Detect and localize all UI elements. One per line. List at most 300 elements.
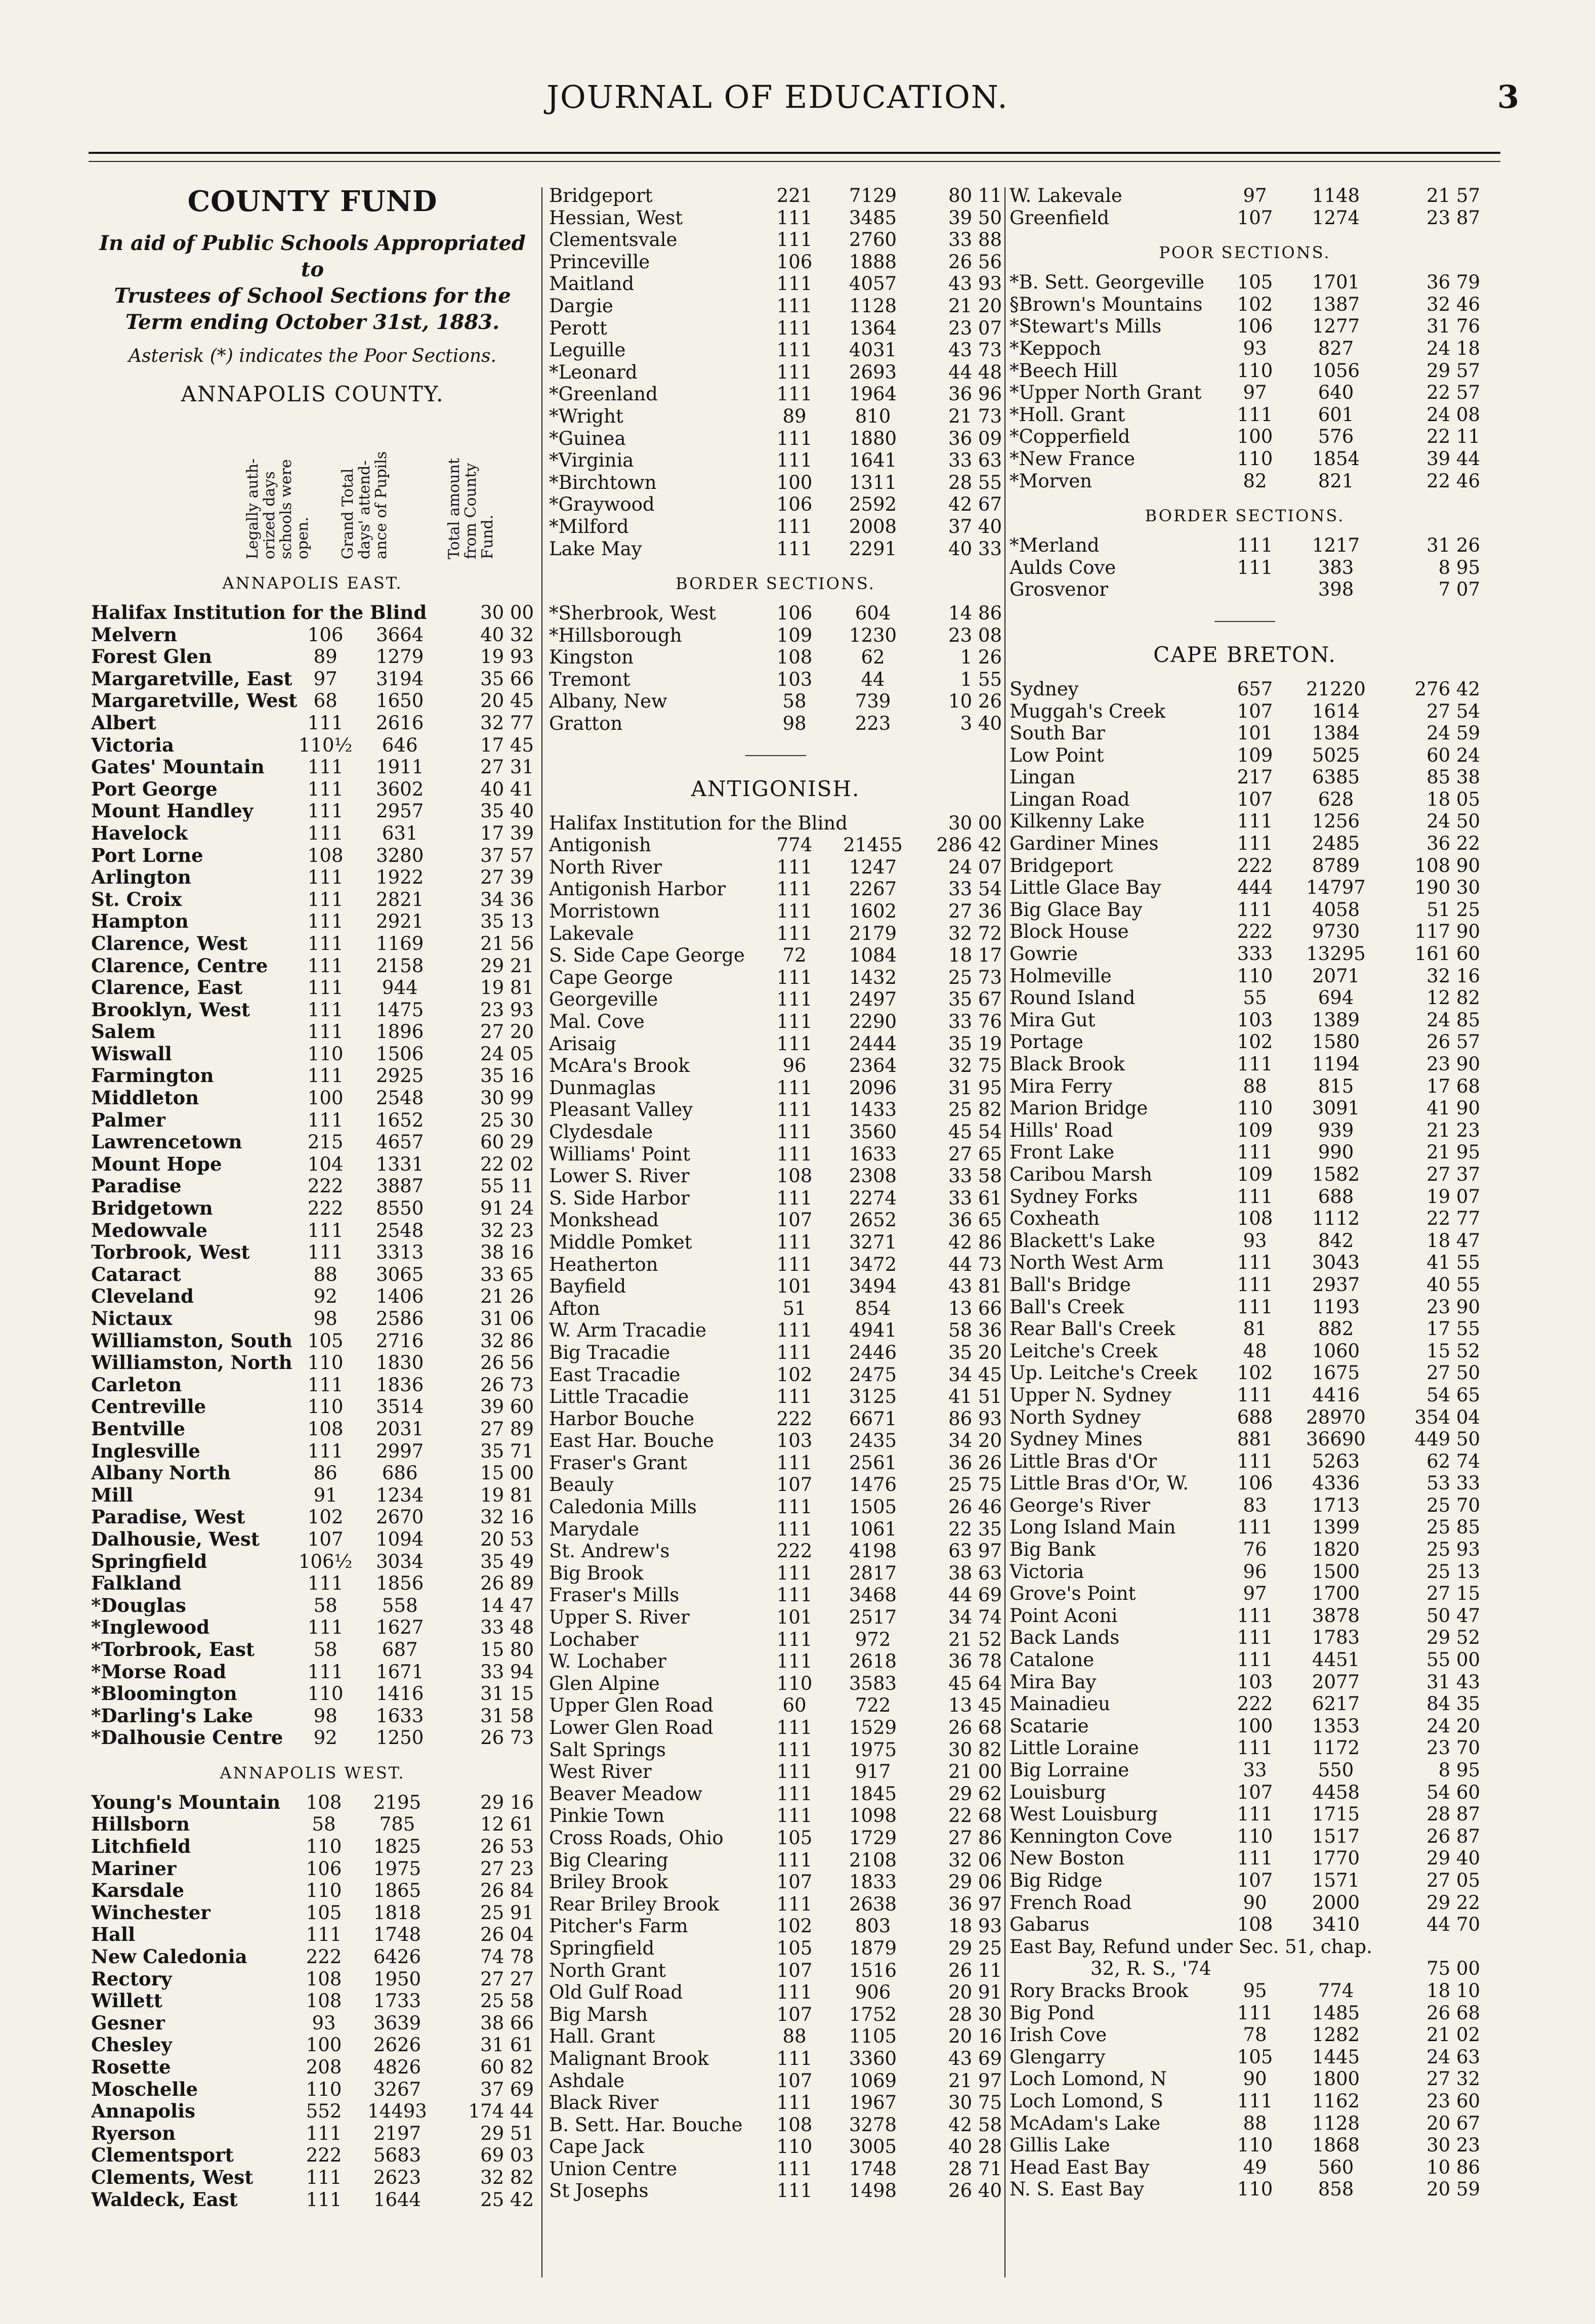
attendance: 4058 [1312, 898, 1360, 921]
days-open: 111 [776, 1650, 813, 1673]
section-name: *Copperfield [1010, 426, 1130, 448]
attendance: 1650 [376, 690, 424, 712]
days-open: 51 [782, 1297, 807, 1319]
section-name: *Morse Road [91, 1661, 227, 1683]
section-name: Rear Ball's Creek [1010, 1318, 1176, 1340]
section-name: Sydney Mines [1010, 1428, 1143, 1450]
fund-amount: 27 54 [1426, 700, 1480, 722]
attendance: 5025 [1312, 744, 1360, 766]
days-open: 111 [306, 2166, 342, 2188]
attendance: 6385 [1312, 766, 1360, 788]
fund-amount: 14 86 [948, 602, 1002, 625]
refund-line [1010, 1958, 1480, 1980]
days-open: 111 [776, 295, 813, 317]
attendance: 1633 [376, 1705, 424, 1727]
fund-amount: 24 07 [948, 856, 1002, 878]
section-name: Head East Bay [1010, 2156, 1150, 2178]
table-row [549, 2092, 1002, 2114]
fund-amount: 80 11 [948, 185, 1002, 206]
table-row [91, 2144, 534, 2167]
section-name: Scatarie [1010, 1715, 1089, 1737]
section-name: *Leonard [549, 361, 638, 383]
fund-amount: 29 51 [480, 2122, 534, 2144]
attendance: 2195 [373, 1791, 422, 1813]
fund-subtitle [91, 230, 534, 336]
fund-amount: 20 53 [480, 1528, 534, 1550]
fund-amount: 23 08 [948, 624, 1002, 646]
fund-amount: 36 79 [1426, 271, 1480, 294]
section-name: Morristown [549, 900, 660, 923]
days-open: 98 [782, 713, 807, 735]
attendance: 1069 [849, 2069, 897, 2092]
table-row [549, 295, 1002, 317]
fund-amount: 23 93 [480, 999, 534, 1021]
section-name: Kingston [549, 646, 634, 669]
section-name: Antigonish Harbor [549, 878, 726, 900]
days-open: 222 [1237, 854, 1273, 877]
table-row [549, 690, 1002, 713]
fund-amount: 276 42 [1414, 678, 1480, 700]
section-name: Moschelle [91, 2078, 198, 2100]
section-name: Port Lorne [91, 844, 203, 866]
table-row [1010, 1561, 1480, 1583]
section-name: Albany, New [549, 690, 667, 713]
attendance: 8550 [376, 1197, 424, 1220]
attendance: 1128 [1312, 2112, 1360, 2134]
table-row [1010, 426, 1480, 448]
attendance: 6217 [1312, 1693, 1360, 1715]
table-row [1010, 855, 1480, 877]
fund-amount: 38 66 [480, 2012, 534, 2034]
attendance: 2108 [849, 1849, 897, 1871]
table-row [549, 1694, 1002, 1717]
days-open: 111 [1237, 1296, 1273, 1318]
attendance: 1384 [1312, 722, 1360, 744]
days-open: 58 [313, 1594, 338, 1616]
fund-amount: 17 55 [1426, 1318, 1480, 1340]
section-name: *Keppoch [1010, 337, 1102, 359]
table-row [91, 1528, 534, 1551]
section-name: Upper Glen Road [549, 1694, 713, 1717]
section-name: *Virginia [549, 449, 634, 472]
fund-amount: 84 35 [1426, 1693, 1480, 1715]
attendance: 1505 [849, 1496, 897, 1518]
section-name: *Milford [549, 515, 629, 537]
table-row [91, 2189, 534, 2211]
fund-amount: 36 97 [948, 1893, 1002, 1915]
fund-amount: 34 36 [480, 888, 534, 910]
fund-amount: 42 58 [948, 2113, 1002, 2136]
section-name: Little Bras d'Or, W. [1010, 1472, 1189, 1495]
table-row [549, 1915, 1002, 1937]
days-open: 82 [1243, 470, 1267, 492]
days-open: 108 [1237, 1208, 1273, 1230]
attendance: 842 [1318, 1229, 1354, 1252]
days-open: 111 [1237, 898, 1273, 921]
days-open: 111 [307, 999, 344, 1021]
attendance: 2274 [849, 1187, 897, 1209]
fund-amount: 33 76 [948, 1011, 1002, 1032]
section-name: North West Arm [1010, 1252, 1164, 1274]
days-open: 108 [1237, 1914, 1273, 1936]
attendance: 1854 [1312, 447, 1360, 470]
days-open: 110 [306, 1836, 342, 1858]
table-row [91, 1990, 534, 2012]
table-row [1010, 1914, 1480, 1936]
section-name: Dalhousie, West [91, 1528, 260, 1550]
days-open: 107 [776, 1871, 813, 1893]
days-open: 109 [776, 624, 813, 646]
days-open: 104 [307, 1153, 344, 1175]
section-name: Upper S. River [549, 1606, 690, 1629]
days-open: 105 [306, 1901, 342, 1924]
days-open: 72 [782, 944, 807, 967]
attendance: 1193 [1312, 1296, 1360, 1318]
fund-amount: 26 40 [948, 2180, 1002, 2202]
section-name: Winchester [91, 1901, 211, 1924]
table-row [1010, 921, 1480, 943]
section-name: Big Brook [549, 1562, 644, 1584]
table-row [549, 713, 1002, 735]
fund-amount: 22 35 [948, 1518, 1002, 1540]
table-row [549, 1298, 1002, 1320]
section-name: Hills' Road [1010, 1119, 1113, 1141]
fund-amount: 32 06 [948, 1849, 1002, 1871]
days-open: 106 [776, 493, 813, 516]
table-row [91, 2034, 534, 2056]
section-name: Brooklyn, West [91, 999, 250, 1021]
section-name: Louisburg [1010, 1781, 1106, 1803]
table-row [91, 1639, 534, 1661]
table-row [1010, 766, 1480, 788]
fund-amount: 33 94 [480, 1661, 534, 1683]
fund-amount: 21 97 [948, 2069, 1002, 2092]
table-row [549, 1254, 1002, 1276]
fund-amount: 33 63 [948, 449, 1002, 472]
table-row [549, 1231, 1002, 1254]
days-open: 111 [776, 2092, 813, 2114]
attendance: 858 [1318, 2178, 1354, 2201]
days-open: 58 [312, 1813, 336, 1836]
days-open: 100 [776, 471, 813, 493]
fund-amount: 50 47 [1426, 1604, 1480, 1627]
attendance: 3878 [1312, 1604, 1360, 1627]
attendance: 739 [855, 690, 891, 713]
attendance: 2158 [376, 954, 424, 977]
days-open: 102 [1237, 293, 1273, 315]
attendance: 2716 [376, 1330, 424, 1352]
attendance: 1644 [373, 2188, 422, 2211]
section-name: *Guinea [549, 427, 626, 449]
fund-amount: 91 24 [480, 1197, 534, 1220]
table-row [549, 2158, 1002, 2180]
days-open: 111 [307, 910, 344, 933]
fund-amount: 27 65 [948, 1143, 1002, 1165]
section-name: Cataract [91, 1263, 181, 1285]
attendance: 1700 [1312, 1583, 1360, 1605]
attendance: 2548 [376, 1219, 424, 1241]
table-row [549, 923, 1002, 945]
days-open: 103 [776, 1430, 813, 1452]
section-name: Glen Alpine [549, 1672, 660, 1694]
section-name: Cape George [549, 966, 673, 988]
table-row [549, 1143, 1002, 1166]
section-name: Williams' Point [549, 1143, 690, 1165]
attendance: 1896 [376, 1021, 424, 1043]
fund-amount: 18 47 [1426, 1229, 1480, 1252]
days-open: 111 [1237, 1053, 1273, 1075]
fund-amount: 58 36 [948, 1319, 1002, 1342]
attendance: 44 [861, 668, 885, 690]
days-open: 111 [1237, 534, 1273, 557]
attendance: 640 [1318, 382, 1354, 404]
fund-amount: 32 23 [480, 1219, 534, 1241]
table-row [91, 1683, 534, 1705]
section-name: Portage [1010, 1031, 1083, 1053]
fund-amount: 60 24 [1426, 744, 1480, 766]
attendance: 1825 [373, 1836, 422, 1858]
attendance: 1148 [1312, 185, 1360, 206]
attendance: 1671 [376, 1661, 424, 1683]
table-row [1010, 1847, 1480, 1870]
fund-amount: 31 76 [1426, 315, 1480, 338]
days-open: 101 [776, 1275, 813, 1298]
attendance: 3639 [373, 2012, 422, 2034]
section-name: Antigonish [549, 834, 651, 856]
attendance: 1217 [1312, 534, 1360, 557]
section-name: *Holl. Grant [1010, 403, 1125, 426]
table-row [549, 1871, 1002, 1893]
attendance: 2435 [849, 1430, 897, 1452]
days-open: 107 [1237, 700, 1273, 722]
fund-title: COUNTY FUND [187, 185, 438, 218]
table-row [549, 1981, 1002, 2004]
table-row [1010, 1715, 1480, 1737]
table-row [1010, 557, 1480, 579]
table-row [1010, 1252, 1480, 1274]
fund-amount: 26 57 [1426, 1031, 1480, 1053]
fund-amount: 30 99 [480, 1087, 534, 1109]
table-row [91, 1396, 534, 1418]
section-name: Gesner [91, 2012, 165, 2034]
days-open: 111 [1237, 833, 1273, 855]
days-open: 102 [1237, 1031, 1273, 1053]
table-row [1010, 2024, 1480, 2046]
table-row [549, 1209, 1002, 1231]
table-row [549, 2048, 1002, 2070]
table-row [549, 1606, 1002, 1629]
attendance: 560 [1318, 2156, 1354, 2178]
fund-amount: 22 77 [1426, 1208, 1480, 1230]
table-row [549, 1540, 1002, 1562]
attendance: 2821 [376, 888, 424, 910]
table-row [549, 1386, 1002, 1408]
days-open: 105 [776, 1937, 813, 1959]
attendance: 5263 [1312, 1450, 1360, 1472]
attendance: 3514 [376, 1396, 424, 1418]
fund-amount: 34 45 [948, 1363, 1002, 1386]
section-name: Pleasant Valley [549, 1099, 693, 1121]
days-open: 111 [776, 1187, 813, 1209]
fund-amount: 31 95 [948, 1076, 1002, 1099]
days-open: 688 [1237, 1406, 1273, 1428]
table-row [549, 625, 1002, 647]
antigonish-table [549, 812, 1002, 2202]
section-name: Loch Lomond, S [1010, 2090, 1163, 2112]
table-row [549, 185, 1002, 207]
fund-amount: 174 44 [468, 2100, 534, 2123]
section-name: Hillsborn [91, 1813, 190, 1836]
days-open: 88 [313, 1263, 338, 1285]
days-open: 110 [307, 1683, 344, 1705]
days-open: 111 [307, 1219, 344, 1241]
fund-amount: 29 25 [948, 1937, 1002, 1959]
table-row [549, 1937, 1002, 1960]
fund-amount: 3 40 [960, 713, 1002, 735]
fund-amount: 286 42 [936, 834, 1002, 856]
days-open: 92 [313, 1285, 338, 1308]
days-open: 111 [307, 756, 344, 778]
table-row [1010, 1164, 1480, 1186]
section-name: Bridgeport [1010, 854, 1113, 877]
section-name: Gowrie [1010, 943, 1078, 965]
table-row [549, 1033, 1002, 1055]
table-row [1010, 207, 1480, 229]
attendance: 2616 [376, 712, 424, 734]
table-row [91, 1902, 534, 1924]
section-name: Maitland [549, 273, 635, 295]
section-name: West River [549, 1761, 652, 1783]
table-row [1010, 1583, 1480, 1605]
attendance: 1234 [376, 1484, 424, 1506]
days-open [1227, 578, 1283, 601]
fund-amount: 21 23 [1426, 1119, 1480, 1141]
attendance: 2957 [376, 800, 424, 822]
fund-amount: 20 91 [948, 1981, 1002, 2004]
section-name: Beauly [549, 1474, 614, 1496]
fund-amount: 20 45 [480, 690, 534, 712]
section-name: Farmington [91, 1065, 214, 1087]
table-row [549, 988, 1002, 1011]
fund-amount: 34 20 [948, 1430, 1002, 1452]
fund-amount: 40 33 [948, 537, 1002, 560]
days-open: 111 [776, 856, 813, 878]
fund-amount: 24 63 [1426, 2046, 1480, 2068]
days-open: 111 [776, 1341, 813, 1363]
fund-amount: 21 26 [480, 1285, 534, 1308]
attendance: 1517 [1312, 1825, 1360, 1847]
fund-amount: 43 69 [948, 2047, 1002, 2069]
days-open: 90 [1243, 2068, 1267, 2090]
section-name: Cleveland [91, 1285, 194, 1308]
fund-amount: 55 00 [1426, 1649, 1480, 1671]
section-name: Clarence, West [91, 932, 248, 954]
section-name: Black River [549, 2092, 659, 2114]
table-row [91, 1705, 534, 1727]
attendance: 4657 [376, 1131, 424, 1153]
attendance: 2179 [849, 922, 897, 944]
attendance: 1061 [849, 1518, 897, 1540]
fund-amount: 117 90 [1414, 921, 1480, 943]
asterisk-note: Asterisk (*) indicates the Poor Sections. [129, 346, 496, 366]
fund-amount: 35 20 [948, 1341, 1002, 1363]
attendance: 1733 [373, 1990, 422, 2012]
fund-amount: 30 00 [948, 812, 1002, 834]
section-name: New Caledonia [91, 1946, 247, 1968]
table-row [549, 2004, 1002, 2026]
table-row [1010, 470, 1480, 492]
attendance: 1353 [1312, 1715, 1360, 1737]
fund-amount: 17 39 [480, 822, 534, 844]
section-name: Mount Hope [91, 1153, 222, 1175]
fund-amount: 69 03 [480, 2144, 534, 2167]
table-row [549, 383, 1002, 405]
section-name: Sydney Forks [1010, 1185, 1138, 1208]
fund-amount: 27 05 [1426, 1869, 1480, 1891]
days-open: 110 [306, 1880, 342, 1902]
fund-amount: 25 42 [480, 2188, 534, 2211]
fund-amount: 1 55 [960, 668, 1002, 690]
section-name: Mount Handley [91, 800, 254, 822]
days-open: 106 [307, 624, 344, 646]
attendance: 2071 [1312, 965, 1360, 987]
table-row [1010, 1892, 1480, 1914]
days-open: 96 [1243, 1560, 1267, 1583]
days-open: 111 [307, 1661, 344, 1683]
attendance: 1975 [849, 1738, 897, 1761]
section-name: Heatherton [549, 1253, 658, 1275]
fund-amount: 42 86 [948, 1231, 1002, 1253]
table-row [91, 800, 534, 822]
section-name: *Greenland [549, 383, 658, 405]
attendance: 1602 [849, 900, 897, 923]
attendance: 1830 [376, 1352, 424, 1374]
days-open: 111 [776, 1253, 813, 1275]
attendance: 1713 [1312, 1494, 1360, 1516]
days-open: 111 [776, 1981, 813, 2004]
fund-amount: 14 47 [480, 1594, 534, 1616]
days-open: 111 [306, 2122, 342, 2144]
attendance: 13295 [1306, 943, 1366, 965]
fund-amount: 35 19 [948, 1032, 1002, 1055]
attendance: 688 [1318, 1185, 1354, 1208]
section-name: Clydesdale [549, 1120, 653, 1143]
table-row [1010, 1031, 1480, 1053]
section-name: Inglesville [91, 1440, 200, 1462]
attendance: 1845 [849, 1782, 897, 1805]
section-name: Gillis Lake [1010, 2134, 1110, 2156]
attendance: 1748 [849, 2157, 897, 2180]
table-row [91, 845, 534, 867]
attendance: 774 [1318, 1979, 1354, 2002]
attendance: 1500 [1312, 1560, 1360, 1583]
days-open: 111 [776, 1032, 813, 1055]
attendance: 3485 [849, 206, 897, 229]
section-name: Halifax Institution for the Blind [549, 812, 848, 834]
attendance: 1865 [373, 1880, 422, 1902]
column-headers [91, 418, 534, 559]
days-open: 78 [1243, 2024, 1267, 2046]
days-open: 111 [776, 1738, 813, 1761]
fund-amount: 38 16 [480, 1241, 534, 1264]
section-name: *Morven [1010, 470, 1092, 492]
fund-amount: 23 87 [1426, 206, 1480, 229]
attendance: 601 [1318, 403, 1354, 426]
days-open: 110 [307, 1396, 344, 1418]
section-name: Albert [91, 712, 156, 734]
fund-amount: 30 82 [948, 1738, 1002, 1761]
attendance: 1950 [373, 1968, 422, 1990]
